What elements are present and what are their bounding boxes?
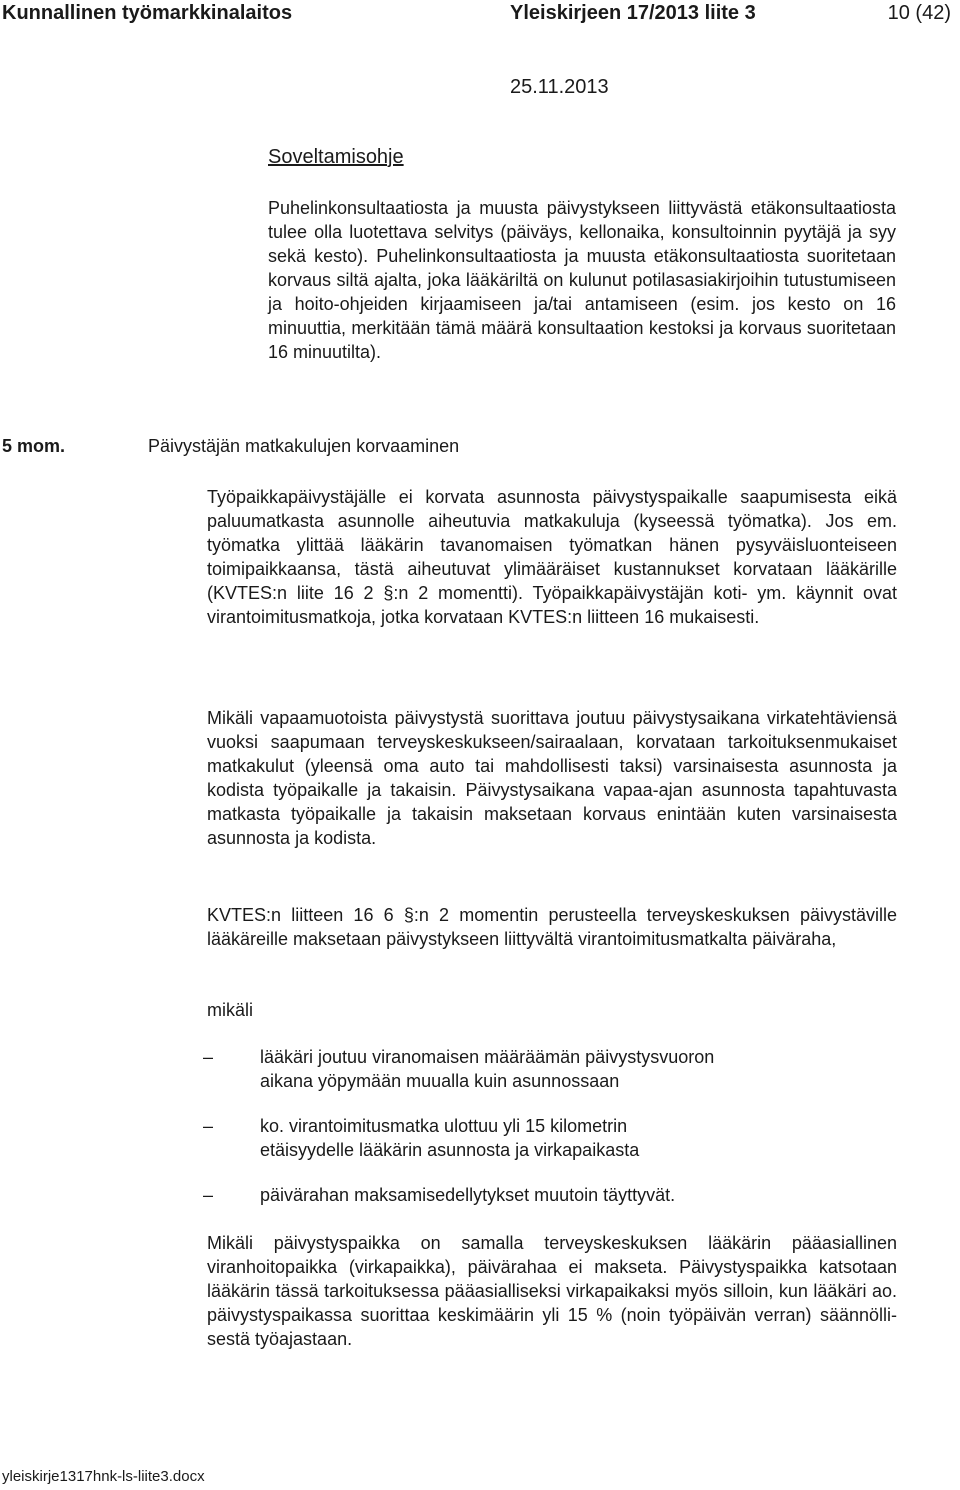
condition-word: mikäli: [207, 1000, 254, 1020]
section-paragraph-4: Mikäli päivystyspaikka on samalla terveyskeskuksen lääkärin pääasiallinen viranhoitopaikka (virkapaikka), päivärahaa ei makseta. Päivystyspaikka katsotaan lääkärin tässä tarkoituksessa pääasialliseksi virkapaikaksi myös silloin, kun lääkäri ao. päivystyspaikassa suorittaa keskimäärin yli 15 % (noin työpäivän verran) säännöllisestä työajastaan.: [207, 1233, 897, 1349]
section-title: Päivystäjän matkakulujen korvaaminen: [148, 436, 460, 456]
condition-text-line: aikana yöpymään muualla kuin asunnossaan: [260, 1071, 620, 1091]
bullet-dash: –: [203, 1185, 214, 1205]
section-paragraph-1: Työpaikkapäivystäjälle ei korvata asunnosta päivystyspaikalle saapumisesta eikä paluumatkasta asunnolle aiheutuvia matkakuluja (kyseessä työmatka). Jos em. työmatka ylittää lääkärin tavanomaisen työmatkan hänen pysyväisluonteiseen toimipaikkaansa, tästä aiheutuvat ylimääräiset kustannukset korvataan lääkärille (KVTES:n liite 16 2 §:n 2 momentti). Työpaikkapäivystäjän koti- ym. käynnit ovat virantoimitusmatkoja, jotka korvataan KVTES:n liitteen 16 mukaisesti.: [207, 487, 897, 627]
condition-text: [260, 1114, 639, 1162]
header-circular-reference: Yleiskirjeen 17/2013 liite 3: [510, 2, 756, 24]
section-paragraph-2: Mikäli vapaamuotoista päivystystä suorittava joutuu päivystysaikana virkatehtäviensä vuoksi saapumaan terveyskeskukseen/sairaalaan, korvataan tarkoituksenmukaiset matkakulut (yleensä oma auto tai mahdollisesti taksi) varsinaisesta asunnosta ja kodista työpaikalle ja takaisin. Päivystysaikana vapaa-ajan asunnosta tapahtuvasta matkasta työpaikalle ja takaisin maksetaan korvaus enintään kuten varsinaisesta asunnosta ja kodista.: [207, 708, 897, 848]
condition-text-line: etäisyydelle lääkärin asunnosta ja virkapaikasta: [260, 1140, 640, 1160]
application-guidance-heading: Soveltamisohje: [268, 146, 404, 168]
bullet-dash: –: [203, 1116, 214, 1136]
condition-text-line: päivärahan maksamisedellytykset muutoin täyttyvät.: [260, 1185, 676, 1205]
section-paragraph-3: KVTES:n liitteen 16 6 §:n 2 momentin perusteella terveyskeskuksen päivystäville lääkäreille maksetaan päivystykseen liittyvältä virantoimitusmatkalta päiväraha,: [207, 905, 897, 949]
condition-text-line: ko. virantoimitusmatka ulottuu yli 15 kilometrin: [260, 1116, 628, 1136]
condition-text: [260, 1045, 714, 1093]
condition-text-line: lääkäri joutuu viranomaisen määräämän päivystysvuoron: [260, 1047, 715, 1067]
header-page-number: 10 (42): [887, 2, 951, 24]
header-organization: Kunnallinen työmarkkinalaitos: [2, 2, 293, 24]
application-guidance-paragraph: Puhelinkonsultaatiosta ja muusta päivystykseen liittyvästä etäkonsultaatiosta tulee olla luotettava selvitys (päiväys, kellonaika, konsultoinnin pyytäjä ja syy sekä kesto). Puhelinkonsultaatiosta ja muusta etäkonsultaatiosta suoritetaan korvaus siltä ajalta, joka lääkäriltä on kulunut potilasasiakirjoihin tutustumiseen ja hoito-ohjeiden kirjaamiseen ja/tai antamiseen (esim. jos kesto on 16 minuuttia, merkitään tämä määrä konsultaation kestoksi ja korvaus suoritetaan 16 minuutilta).: [268, 198, 896, 362]
section-number: 5 mom.: [2, 436, 66, 456]
footer-filename: yleiskirje1317hnk-ls-liite3.docx: [2, 1468, 205, 1485]
condition-text: [260, 1183, 675, 1207]
header-date: 25.11.2013: [510, 76, 609, 98]
bullet-dash: –: [203, 1047, 214, 1067]
